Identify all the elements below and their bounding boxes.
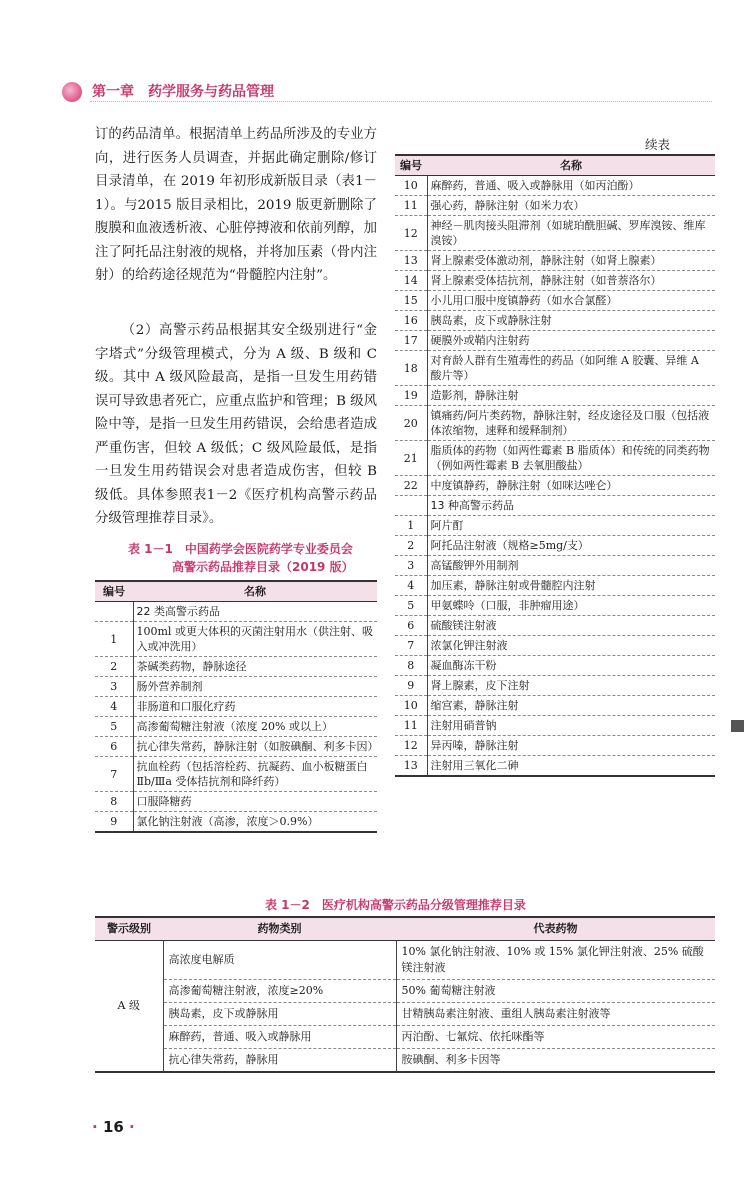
group2-title: 13 种高警示药品 — [427, 496, 715, 516]
row-number: 21 — [395, 441, 427, 476]
row-number: 1 — [95, 622, 133, 657]
row-name: 注射用硝普钠 — [427, 716, 715, 736]
row-name: 100ml 或更大体积的灭菌注射用水（供注射、吸入或冲洗用） — [133, 622, 377, 657]
drug-class-cell: 抗心律失常药，静脉用 — [163, 1049, 396, 1073]
table2 — [95, 916, 715, 1073]
table-header-row — [395, 155, 715, 176]
table-row — [395, 716, 715, 736]
row-name: 造影剂，静脉注射 — [427, 386, 715, 406]
row-name: 肾上腺素受体拮抗剂，静脉注射（如普萘洛尔） — [427, 271, 715, 291]
level-cell: A 级 — [95, 941, 163, 1073]
row-number: 7 — [95, 757, 133, 792]
row-number: 16 — [395, 311, 427, 331]
row-number: 20 — [395, 406, 427, 441]
row-number: 13 — [395, 251, 427, 271]
page-number: · 16 · — [92, 1118, 135, 1136]
continued-label: 续表 — [645, 137, 671, 152]
table-row — [95, 792, 377, 812]
row-number: 10 — [395, 176, 427, 196]
row-name: 异丙嗪，静脉注射 — [427, 736, 715, 756]
row-name: 硬膜外或鞘内注射药 — [427, 331, 715, 351]
drug-class-cell: 高渗葡萄糖注射液，浓度≥20% — [163, 980, 396, 1003]
row-number: 8 — [95, 792, 133, 812]
col-class-header: 药物类别 — [163, 917, 396, 941]
row-name: 注射用三氧化二砷 — [427, 756, 715, 777]
row-name: 中度镇静药，静脉注射（如咪达唑仑） — [427, 476, 715, 496]
row-name: 氯化钠注射液（高渗，浓度＞0.9%） — [133, 812, 377, 833]
table-row — [395, 441, 715, 476]
row-name: 硫酸镁注射液 — [427, 616, 715, 636]
col-name-header: 名称 — [133, 581, 377, 602]
table-row — [395, 271, 715, 291]
row-number: 11 — [395, 196, 427, 216]
row-number: 18 — [395, 351, 427, 386]
table-row — [95, 737, 377, 757]
page-number-value: 16 — [102, 1118, 124, 1136]
table-row — [395, 676, 715, 696]
col-rep-header: 代表药物 — [396, 917, 715, 941]
row-number: 5 — [95, 717, 133, 737]
table-row — [395, 386, 715, 406]
table-row — [395, 696, 715, 716]
row-number: 3 — [95, 677, 133, 697]
row-name: 浓氯化钾注射液 — [427, 636, 715, 656]
table-row — [95, 1003, 715, 1026]
row-name: 麻醉药，普通、吸入或静脉用（如丙泊酚） — [427, 176, 715, 196]
table-row — [395, 756, 715, 777]
table-row — [395, 736, 715, 756]
row-number: 6 — [95, 737, 133, 757]
row-name: 强心药，静脉注射（如米力农） — [427, 196, 715, 216]
col-no-header: 编号 — [95, 581, 133, 602]
chapter-title: 第一章 药学服务与药品管理 — [92, 84, 274, 100]
row-name: 凝血酶冻干粉 — [427, 656, 715, 676]
row-name: 加压素，静脉注射或骨髓腔内注射 — [427, 576, 715, 596]
table-row — [95, 622, 377, 657]
row-number: 14 — [395, 271, 427, 291]
table-row — [95, 1026, 715, 1049]
table-row — [395, 216, 715, 251]
table-header-row — [95, 917, 715, 941]
table-row — [95, 1049, 715, 1073]
table-row — [395, 596, 715, 616]
table2-caption: 表 1－2 医疗机构高警示药品分级管理推荐目录 — [265, 898, 526, 912]
row-number: 2 — [95, 657, 133, 677]
table-row — [95, 980, 715, 1003]
table-row — [395, 536, 715, 556]
row-name: 脂质体的药物（如两性霉素 B 脂质体）和传统的同类药物（例如两性霉素 B 去氧胆酸盐） — [427, 441, 715, 476]
table-row — [95, 717, 377, 737]
row-name: 缩宫素，静脉注射 — [427, 696, 715, 716]
row-number: 6 — [395, 616, 427, 636]
row-number: 7 — [395, 636, 427, 656]
table-row — [95, 677, 377, 697]
table-row — [95, 812, 377, 833]
book-logo-icon — [62, 82, 82, 102]
representative-drug-cell: 50% 葡萄糖注射液 — [396, 980, 715, 1003]
table-row — [395, 251, 715, 271]
row-number: 9 — [395, 676, 427, 696]
table-row — [395, 636, 715, 656]
row-name: 口服降糖药 — [133, 792, 377, 812]
row-name: 镇痛药/阿片类药物，静脉注射，经皮途径及口服（包括液体浓缩物，速释和缓释制剂） — [427, 406, 715, 441]
col-no-header: 编号 — [395, 155, 427, 176]
table-row — [395, 196, 715, 216]
drug-class-cell: 胰岛素，皮下或静脉用 — [163, 1003, 396, 1026]
row-name: 高锰酸钾外用制剂 — [427, 556, 715, 576]
row-number: 13 — [395, 756, 427, 777]
row-name: 非肠道和口服化疗药 — [133, 697, 377, 717]
table-row — [395, 331, 715, 351]
drug-class-cell: 高浓度电解质 — [163, 941, 396, 980]
table-row — [395, 406, 715, 441]
row-number: 8 — [395, 656, 427, 676]
row-number: 17 — [395, 331, 427, 351]
group-row — [395, 496, 715, 516]
table1 — [95, 580, 377, 833]
drug-class-cell: 麻醉药，普通、吸入或静脉用 — [163, 1026, 396, 1049]
row-number: 9 — [95, 812, 133, 833]
group1-title: 22 类高警示药品 — [133, 602, 377, 622]
table-row — [395, 476, 715, 496]
representative-drug-cell: 胺碘酮、利多卡因等 — [396, 1049, 715, 1073]
table-row — [395, 616, 715, 636]
table-row — [395, 516, 715, 536]
table1-caption-line2: 高警示药品推荐目录（2019 版） — [172, 560, 354, 574]
table-row — [395, 176, 715, 196]
col-level-header: 警示级别 — [95, 917, 163, 941]
table-row — [95, 941, 715, 980]
row-name: 肾上腺素受体激动剂，静脉注射（如肾上腺素） — [427, 251, 715, 271]
row-name: 阿托品注射液（规格≥5mg/支） — [427, 536, 715, 556]
representative-drug-cell: 丙泊酚、七氟烷、依托咪酯等 — [396, 1026, 715, 1049]
row-number: 10 — [395, 696, 427, 716]
table-row — [395, 311, 715, 331]
row-name: 小儿用口服中度镇静药（如水合氯醛） — [427, 291, 715, 311]
row-name: 对育龄人群有生殖毒性的药品（如阿维 A 胶囊、异维 A 酸片等） — [427, 351, 715, 386]
paragraph-2 — [95, 319, 377, 531]
page-header — [62, 78, 712, 110]
table1-caption-line1: 表 1－1 中国药学会医院药学专业委员会 — [128, 542, 353, 556]
row-number: 15 — [395, 291, 427, 311]
table-row — [395, 656, 715, 676]
representative-drug-cell: 10% 氯化钠注射液、10% 或 15% 氯化钾注射液、25% 硫酸镁注射液 — [396, 941, 715, 980]
row-number: 12 — [395, 216, 427, 251]
row-name: 阿片酊 — [427, 516, 715, 536]
row-name: 肠外营养制剂 — [133, 677, 377, 697]
table-row — [95, 657, 377, 677]
col-name-header: 名称 — [427, 155, 715, 176]
table-row — [95, 757, 377, 792]
group-row — [95, 602, 377, 622]
row-name: 抗心律失常药，静脉注射（如胺碘酮、利多卡因） — [133, 737, 377, 757]
table1-continued — [395, 154, 715, 777]
row-number: 3 — [395, 556, 427, 576]
row-number: 4 — [395, 576, 427, 596]
row-name: 茶碱类药物，静脉途径 — [133, 657, 377, 677]
representative-drug-cell: 甘精胰岛素注射液、重组人胰岛素注射液等 — [396, 1003, 715, 1026]
table-row — [95, 697, 377, 717]
row-number: 1 — [395, 516, 427, 536]
paragraph-1: 订的药品清单。根据清单上药品所涉及的专业方向，进行医务人员调查，并据此确定删除/修订目录清单，在 2019 年初形成新版目录（表1－1）。与2015 版目录相比，2019 版更新删除了腹膜和血液透析液、心脏停搏液和依前列醇，加注了阿托品注射液的规格，并将加压素（骨内注射）的给药途径规范为“骨髓腔内注射”。 — [95, 127, 377, 283]
row-number: 12 — [395, 736, 427, 756]
table-row — [395, 576, 715, 596]
table-header-row — [95, 581, 377, 602]
row-number: 19 — [395, 386, 427, 406]
table-row — [395, 556, 715, 576]
row-number: 4 — [95, 697, 133, 717]
row-number: 11 — [395, 716, 427, 736]
row-number: 22 — [395, 476, 427, 496]
row-name: 肾上腺素，皮下注射 — [427, 676, 715, 696]
row-number: 5 — [395, 596, 427, 616]
row-name: 甲氨蝶呤（口服，非肿瘤用途） — [427, 596, 715, 616]
table-row — [395, 291, 715, 311]
header-divider — [90, 101, 712, 102]
row-name: 高渗葡萄糖注射液（浓度 20% 或以上） — [133, 717, 377, 737]
row-name: 胰岛素，皮下或静脉注射 — [427, 311, 715, 331]
row-number: 2 — [395, 536, 427, 556]
table-row — [395, 351, 715, 386]
row-name: 抗血栓药（包括溶栓药、抗凝药、血小板糖蛋白Ⅱb/Ⅲa 受体拮抗剂和降纤药） — [133, 757, 377, 792]
edge-tab-icon — [731, 720, 744, 732]
paragraph-2-text: （2）高警示药品根据其安全级别进行“金字塔式”分级管理模式，分为 A 级、B 级和 C 级。其中 A 级风险最高，是指一旦发生用药错误可导致患者死亡，应重点监护和管理；B 级风险中等，是指一旦发生用药错误，会给患者造成严重伤害，但较 A 级低；C 级风险最低，是指一旦发生用药错误会对患者造成伤害，但较 B 级低。具体参照表1－2《医疗机构高警示药品分级管理推荐目录》。 — [95, 323, 377, 526]
row-name: 神经－肌肉接头阻滞剂（如琥珀酰胆碱、罗库溴铵、维库溴铵） — [427, 216, 715, 251]
